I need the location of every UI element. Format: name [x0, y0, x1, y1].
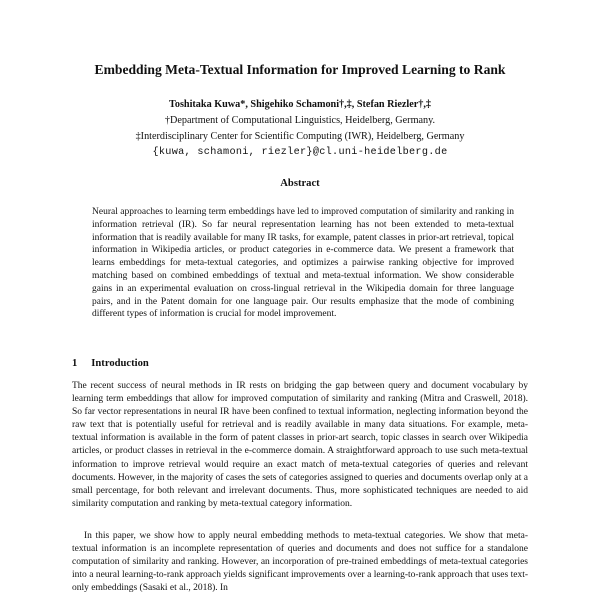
affiliation-1: †Department of Computational Linguistics, Heidelberg, Germany. — [164, 115, 436, 126]
author-names: Toshitaka Kuwa*, Shigehiko Schamoni†,‡, Stefan Riezler†,‡ — [169, 99, 431, 110]
paragraph-text: The recent success of neural methods in IR rests on bridging the gap between query and document vocabulary by learning term embeddings that allow for improved computation of similarity and ranking (Mitra and Craswell, 2018). So far vector representations in neural IR have been confined to textual information, neglecting information beyond the raw text that is potentially useful for retrieval and is readily available in many data situations. For example, meta-textual information is available in the form of patent classes in prior-art search, topic classes in search over Wikipedia articles, or product classes in retrieval in the e-commerce domain. A straightforward approach to use such meta-textual information to improve retrieval would require an exact match of meta-textual categories of queries and relevant documents. However, in the majority of cases the sets of categories assigned to queries and documents overlap only at a small percentage, for both relevant and irrelevant documents. Thus, more sophisticated techniques are needed to aid similarity computation and ranking by meta-textual category information. — [72, 381, 528, 509]
intro-paragraph-1 — [72, 380, 528, 511]
section-title: Introduction — [91, 358, 149, 369]
paragraph-text: In this paper, we show how to apply neural embedding methods to meta-textual categories. We show that meta-textual information is an incomplete representation of queries and documents and does not suffice for a standalone computation of similarity and ranking. However, an incorporation of pre-trained embeddings of meta-textual categories into a neural learning-to-rank approach yields significant improvements over a learning-to-rank approach that uses text-only embeddings (Sasaki et al., 2018). In — [72, 531, 528, 594]
intro-paragraph-2 — [72, 530, 528, 595]
paper-title: Embedding Meta-Textual Information for Improved Learning to Rank — [94, 62, 506, 77]
author-emails: {kuwa, schamoni, riezler}@cl.uni-heidelberg.de — [152, 147, 448, 158]
section-number: 1 — [72, 358, 78, 369]
affiliation-2: ‡Interdisciplinary Center for Scientific Computing (IWR), Heidelberg, Germany — [135, 131, 465, 142]
abstract-text: Neural approaches to learning term embeddings have led to improved computation of similarity and ranking in information retrieval (IR). So far neural representation learning has not been extended to meta-textual information that is readily available for many IR tasks, for example, patent classes in prior-art retrieval, topical information in Wikipedia articles, or product categories in e-commerce data. We present a framework that learns embeddings for meta-textual categories, and optimizes a pairwise ranking objective for improved matching based on combined embeddings of textual and meta-textual information. We show considerable gains in an experimental evaluation on cross-lingual retrieval in the Wikipedia domain for three language pairs, and in the Patent domain for one language pair. Our results emphasize that the mode of combining different types of information is crucial for model improvement. — [92, 207, 514, 320]
author-block — [0, 97, 600, 161]
section-heading — [72, 358, 149, 369]
abstract-heading: Abstract — [280, 178, 320, 189]
